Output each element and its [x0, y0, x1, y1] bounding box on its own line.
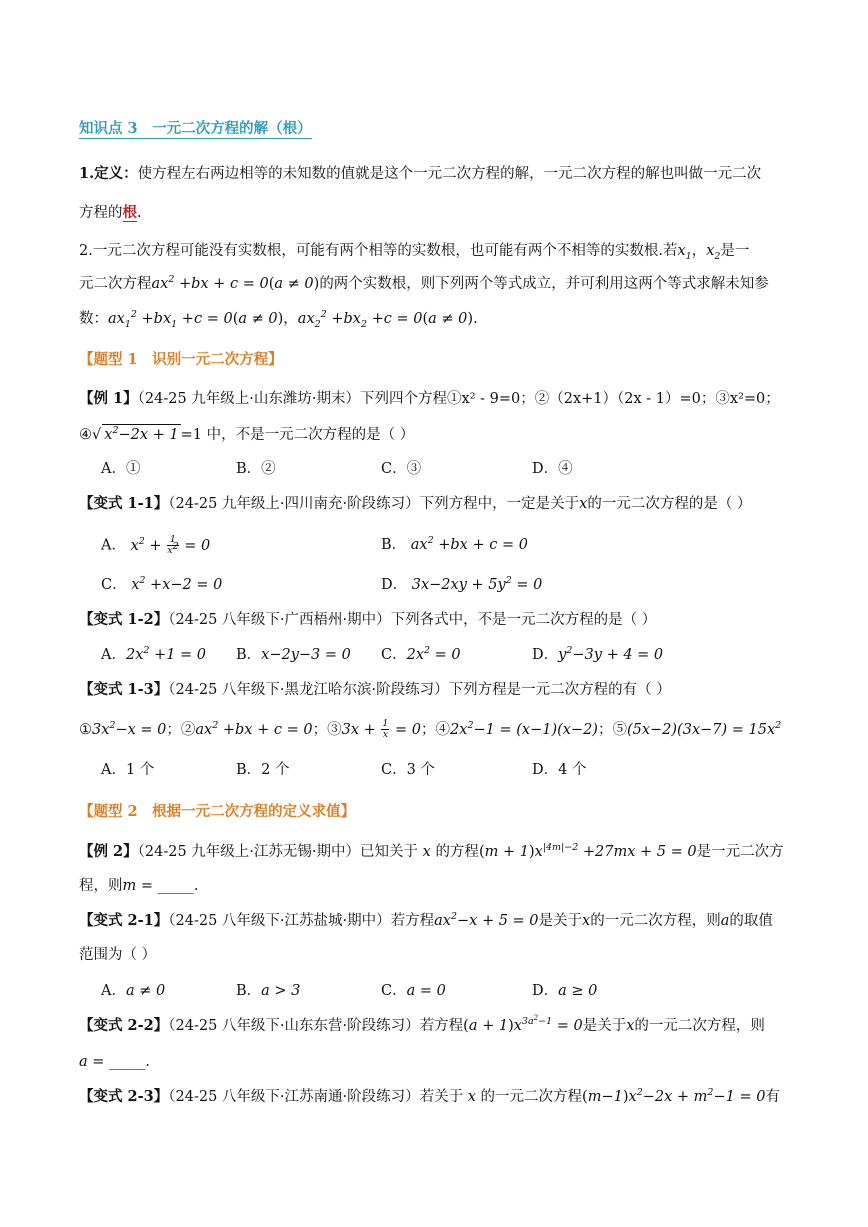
variant-1-3-equations: $①3x^2-x = 0$；$②ax^2 +bx + c = 0$；③3x + $\frac{1}{x}$ = 0；$④2x^2-1 = (x-1)(x-2)$；⑤(5x−2)(3x−7) = $15x^2$ — [79, 718, 782, 740]
option-d[interactable]: D．$y^2-3y + 4 = 0$ — [532, 645, 664, 663]
variant-1-3-source: （24-25 八年级下·黑龙江哈尔滨·阶段练习）下列方程是一元二次方程的有（ ） — [168, 682, 671, 698]
example-1-eq4-marker: ④ — [79, 427, 92, 443]
variant-2-1-text-3: 的取值 — [729, 913, 773, 929]
option-b[interactable]: B．x−2y−3 = 0 — [236, 647, 351, 663]
variant-2-3-text-2: 有 — [765, 1089, 780, 1105]
example-1-tag: 【例 1】 — [79, 390, 138, 407]
variant-1-1-line — [79, 494, 751, 514]
variant-2-3-tag: 【变式 2-3】 — [79, 1088, 169, 1105]
option-label: C． — [381, 647, 407, 663]
variant-1-3-tag: 【变式 1-3】 — [79, 681, 169, 698]
example-1-question: =1 中，不是一元二次方程的是（ ） — [180, 427, 415, 443]
math-root-equations: $ax_1^2 +bx_1 +c = 0(a \ne 0)$，$ax_2^2 +bx_2 +c = 0(a \ne 0)$. — [108, 309, 478, 330]
example-2-tag: 【例 2】 — [79, 843, 138, 860]
option-label: A． — [101, 647, 126, 663]
option-label: C． — [381, 983, 407, 999]
definition-1-line-2 — [79, 203, 142, 223]
example-1-line-1 — [79, 389, 780, 409]
answer-blank[interactable]: _____ — [157, 878, 194, 894]
example-2-text-2: 是一元二次方 — [696, 844, 784, 860]
option-b[interactable]: B． $ax^2 +bx + c = 0$ — [381, 535, 528, 553]
definition-1-line-1 — [79, 164, 761, 184]
variant-2-1-line-1: 【变式 2-1】（24-25 八年级下·江苏盐城·期中）若方程$ax^2-x + 5 = 0$是关于x的一元二次方程，则a的取值 — [79, 911, 773, 929]
math-sqrt-expression: √ $x^2-2x + 1$ — [92, 425, 179, 443]
variant-2-1-line-2: 范围为（ ） — [79, 947, 157, 963]
variant-1-1-tag: 【变式 1-1】 — [79, 495, 169, 512]
definition-2-text-2: 元二次方程 — [79, 276, 152, 292]
option-b[interactable]: B．2 个 — [236, 762, 290, 778]
definition-1-period: . — [137, 205, 142, 221]
math-example-2-equation: $(m + 1)x^{|4m|-2} +27mx + 5 = 0$ — [478, 842, 697, 860]
definition-2-line-2 — [79, 274, 769, 294]
variant-2-3-line-1: 【变式 2-3】（24-25 八年级下·江苏南通·阶段练习）若关于 x 的一元二次方程$(m-1)x^2-2x + m^2-1 = 0$有 — [79, 1087, 780, 1105]
option-b[interactable]: B．a > 3 — [236, 983, 301, 999]
definition-1-prefix: 1.定义： — [79, 165, 138, 182]
math-x: x — [579, 496, 588, 512]
example-1-line-2 — [79, 424, 414, 445]
option-a[interactable]: A．1 个 — [101, 762, 155, 778]
variant-2-3-text: 的一元二次方程 — [480, 1089, 583, 1105]
definition-1-text-2: 方程的 — [79, 205, 123, 221]
definition-2-text-4: 数： — [79, 311, 108, 327]
variant-1-1-source: （24-25 九年级上·四川南充·阶段练习）下列方程中，一定是关于 — [168, 496, 580, 512]
example-2-line-2: 程，则m = _____. — [79, 878, 199, 894]
definition-1-text: 使方程左右两边相等的未知数的值就是这个一元二次方程的解，一元二次方程的解也叫做一元二次 — [137, 166, 762, 182]
definition-2-text: 2.一元二次方程可能没有实数根，可能有两个相等的实数根，也可能有两个不相等的实数根.若 — [79, 243, 678, 259]
option-label: B． — [381, 537, 407, 553]
variant-1-2-source: （24-25 八年级下·广西梧州·期中）下列各式中，不是一元二次方程的是（ ） — [168, 612, 657, 628]
example-1-source: （24-25 九年级上·山东潍坊·期末）下列四个方程 — [137, 391, 448, 407]
option-c[interactable]: C．$2x^2 = 0$ — [381, 645, 461, 663]
variant-2-2-text: 是关于 — [582, 1018, 627, 1034]
option-c[interactable]: C．③ — [381, 461, 422, 477]
option-a[interactable]: A．① — [101, 461, 141, 477]
variant-1-1-question: 的一元二次方程的是（ ） — [587, 496, 752, 512]
option-b[interactable]: B．② — [236, 461, 276, 477]
type-2-heading: 【题型 2 根据一元二次方程的定义求值】 — [79, 803, 356, 820]
variant-2-2-line-2: a = _____. — [79, 1054, 150, 1070]
option-a[interactable]: A．a ≠ 0 — [101, 983, 166, 999]
type-1-heading: 【题型 1 识别一元二次方程】 — [79, 351, 283, 368]
definition-2-line-3 — [79, 309, 478, 329]
variant-1-2-line — [79, 610, 656, 630]
option-a[interactable]: A． $x^2$ + $\frac{1}{x^2}$ = 0 — [101, 534, 211, 556]
option-label: A． — [101, 983, 126, 999]
option-label: D． — [532, 647, 559, 663]
option-d[interactable]: D． $3x-2xy + 5y^2 = 0$ — [381, 575, 543, 593]
definition-2-text-3: 的两个实数根，则下列两个等式成立，并可利用这两个等式求解未知参 — [319, 276, 769, 292]
variant-2-1-source: （24-25 八年级下·江苏盐城·期中）若方程 — [168, 913, 435, 929]
variant-2-1-text-2: 的一元二次方程，则 — [590, 913, 721, 929]
option-label: B． — [236, 983, 262, 999]
example-1-equations: ①x² ‑ 9=0；②（2x+1）（2x ‑ 1）=0；③x²=0； — [447, 391, 780, 407]
option-c[interactable]: C．3 个 — [381, 762, 435, 778]
option-d[interactable]: D．④ — [532, 461, 573, 477]
option-d[interactable]: D．a ≥ 0 — [532, 983, 598, 999]
variant-2-2-text-2: 的一元二次方程，则 — [634, 1018, 765, 1034]
math-general-equation: $ax^2 +bx + c = 0(a \ne 0)$ — [151, 274, 320, 292]
definition-2-line-1: 2.一元二次方程可能没有实数根，可能有两个相等的实数根，也可能有两个不相等的实数根.若$x_1$，$x_2$是一 — [79, 243, 750, 262]
variant-2-2-tag: 【变式 2-2】 — [79, 1017, 169, 1034]
option-d[interactable]: D．4 个 — [532, 762, 587, 778]
variant-2-1-tag: 【变式 2-1】 — [79, 912, 169, 929]
answer-blank[interactable]: _____ — [109, 1054, 146, 1070]
option-a[interactable]: A．$2x^2 +1 = 0$ — [101, 645, 207, 663]
kp-label: 知识点 3 — [79, 120, 138, 137]
example-2-text: 的方程 — [435, 844, 479, 860]
option-label: D． — [532, 983, 559, 999]
variant-2-2-source: （24-25 八年级下·山东东营·阶段练习）若方程 — [168, 1018, 464, 1034]
option-label: B． — [236, 647, 262, 663]
root-keyword: 根 — [122, 204, 137, 221]
variant-2-1-text: 是关于 — [538, 913, 583, 929]
option-label: D． — [381, 577, 408, 593]
variant-2-3-source: （24-25 八年级下·江苏南通·阶段练习）若关于 — [168, 1089, 464, 1105]
option-label: A． — [101, 537, 126, 554]
option-c[interactable]: C． $x^2 +x-2 = 0$ — [101, 575, 223, 593]
math-x1-x2: $x_1$，$x_2$ — [677, 243, 721, 262]
option-c[interactable]: C．a = 0 — [381, 983, 446, 999]
variant-1-3-line — [79, 680, 671, 700]
knowledge-point-heading — [79, 119, 312, 139]
example-2-source: （24-25 九年级上·江苏无锡·期中）已知关于 — [137, 844, 419, 860]
kp-title: 一元二次方程的解（根） — [152, 120, 312, 137]
variant-1-2-tag: 【变式 1-2】 — [79, 611, 169, 628]
example-2-line-1: 【例 2】（24-25 九年级上·江苏无锡·期中）已知关于 x 的方程$(m + 1)x^{|4m|-2} +27mx + 5 = 0$是一元二次方 — [79, 842, 784, 860]
option-label: C． — [101, 577, 127, 593]
variant-2-2-line-1: 【变式 2-2】（24-25 八年级下·山东东营·阶段练习）若方程$(a + 1)x^{3a^2-1} = 0$是关于x的一元二次方程，则 — [79, 1014, 765, 1034]
example-2-text-3: 程，则 — [79, 878, 123, 894]
